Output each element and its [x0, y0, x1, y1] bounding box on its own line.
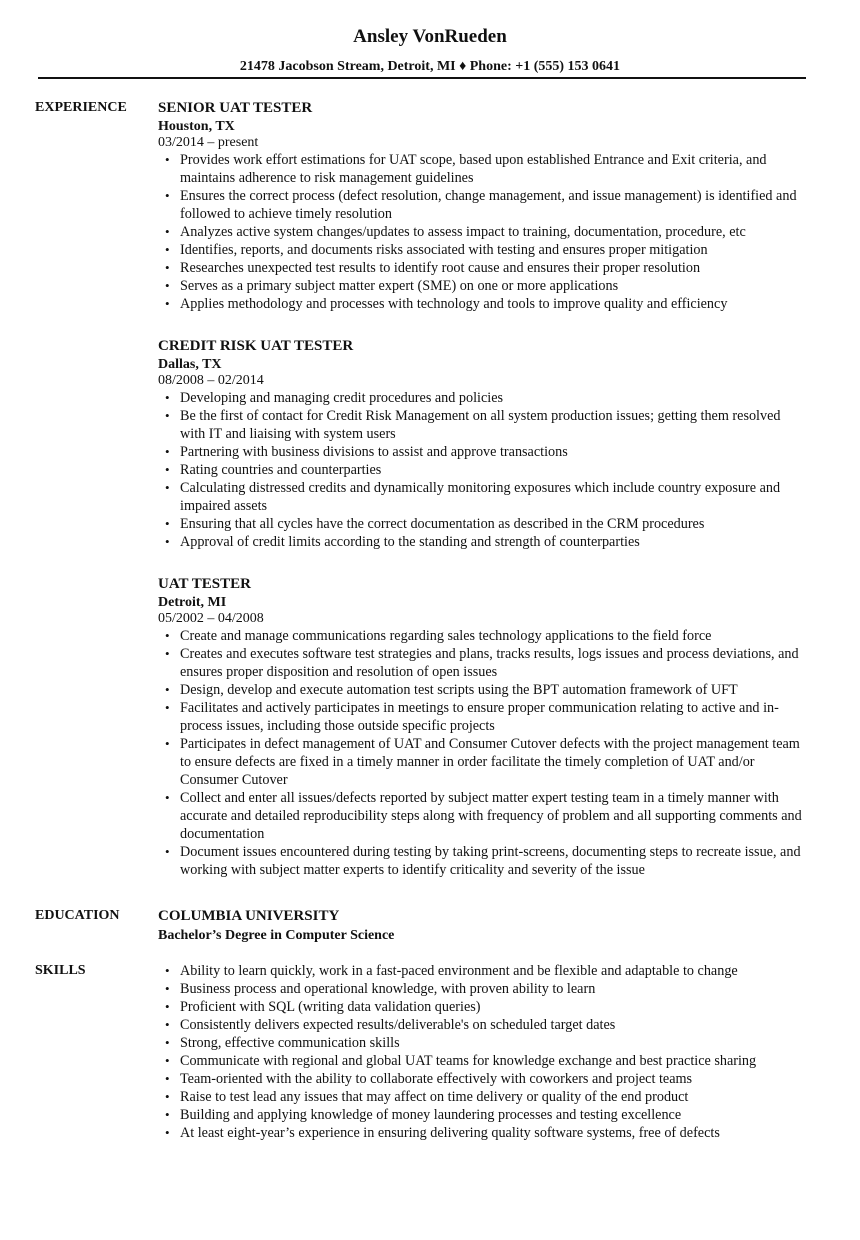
list-item: • Calculating distressed credits and dynamically monitoring exposures which include country exposure and impaired assets: [158, 479, 808, 515]
list-item: • Researches unexpected test results to identify root cause and ensures their proper resolution: [158, 259, 808, 277]
list-item: • Be the first of contact for Credit Risk Management on all system production issues; getting them resolved with IT and liaising with system users: [158, 407, 808, 443]
list-item: • Strong, effective communication skills: [158, 1034, 808, 1052]
skills-block: [158, 962, 808, 1142]
list-item: • Proficient with SQL (writing data validation queries): [158, 998, 808, 1016]
job-duties-list: [158, 627, 808, 879]
list-item: • Team-oriented with the ability to collaborate effectively with coworkers and project teams: [158, 1070, 808, 1088]
list-item: • Creates and executes software test strategies and plans, tracks results, logs issues and process deviations, and ensures proper disposition and resolution of open issues: [158, 645, 808, 681]
list-item: • Partnering with business divisions to assist and approve transactions: [158, 443, 808, 461]
job-dates: 05/2002 – 04/2008: [158, 611, 264, 626]
list-item: • Consistently delivers expected results/deliverable's on scheduled target dates: [158, 1016, 808, 1034]
list-item: • Identifies, reports, and documents risks associated with testing and ensures proper mitigation: [158, 241, 808, 259]
degree-name: Bachelor’s Degree in Computer Science: [158, 928, 395, 943]
list-item: • Provides work effort estimations for UAT scope, based upon established Entrance and Exit criteria, and maintains adherence to risk management guidelines: [158, 151, 808, 187]
education-section-label: EDUCATION: [35, 908, 120, 923]
list-item: • Design, develop and execute automation test scripts using the BPT automation framework of UFT: [158, 681, 808, 699]
list-item: • Approval of credit limits according to the standing and strength of counterparties: [158, 533, 808, 551]
list-item: • Business process and operational knowledge, with proven ability to learn: [158, 980, 808, 998]
list-item: • At least eight-year’s experience in ensuring delivering quality software systems, free of defects: [158, 1124, 808, 1142]
list-item: • Facilitates and actively participates in meetings to ensure proper communication relating to active and in-process issues, including those outside specific projects: [158, 699, 808, 735]
job-duties-list: [158, 389, 808, 551]
list-item: • Applies methodology and processes with technology and tools to improve quality and efficiency: [158, 295, 808, 313]
list-item: • Ability to learn quickly, work in a fast-paced environment and be flexible and adaptable to change: [158, 962, 808, 980]
list-item: • Ensuring that all cycles have the correct documentation as described in the CRM procedures: [158, 515, 808, 533]
list-item: • Developing and managing credit procedures and policies: [158, 389, 808, 407]
job-location: Dallas, TX: [158, 357, 222, 372]
job-title: SENIOR UAT TESTER: [158, 100, 313, 116]
job-entry-3: [158, 575, 808, 879]
list-item: • Create and manage communications regarding sales technology applications to the field force: [158, 627, 808, 645]
job-duties-list: [158, 151, 808, 313]
skills-list: [158, 962, 808, 1142]
list-item: • Collect and enter all issues/defects reported by subject matter expert testing team in a timely manner with accurate and detailed reproducibility steps along with frequency of problem and all supporting comments and documentation: [158, 789, 808, 843]
job-entry-2: [158, 337, 808, 551]
job-location: Houston, TX: [158, 119, 235, 134]
education-entry: [158, 907, 808, 945]
list-item: • Document issues encountered during testing by taking print-screens, documenting steps to recreate issue, and working with subject matter experts to identify criticality and severity of the issue: [158, 843, 808, 879]
job-location: Detroit, MI: [158, 595, 227, 610]
list-item: • Building and applying knowledge of money laundering processes and testing excellence: [158, 1106, 808, 1124]
school-name: COLUMBIA UNIVERSITY: [158, 908, 340, 924]
candidate-name: Ansley VonRueden: [353, 26, 507, 47]
job-title: UAT TESTER: [158, 576, 251, 592]
list-item: • Ensures the correct process (defect resolution, change management, and issue management) is identified and followed to achieve timely resolution: [158, 187, 808, 223]
skills-section-label: SKILLS: [35, 963, 86, 978]
list-item: • Participates in defect management of UAT and Consumer Cutover defects with the project management team to ensure defects are fixed in a timely manner in order facilitate the timely completion of UAT and/or Consumer Cutover: [158, 735, 808, 789]
job-title: CREDIT RISK UAT TESTER: [158, 338, 354, 354]
experience-section-label: EXPERIENCE: [35, 100, 127, 115]
job-entry-1: [158, 99, 808, 313]
header-divider: [38, 77, 806, 79]
list-item: • Communicate with regional and global UAT teams for knowledge exchange and best practice sharing: [158, 1052, 808, 1070]
list-item: • Analyzes active system changes/updates to assess impact to training, documentation, procedure, etc: [158, 223, 808, 241]
list-item: • Serves as a primary subject matter expert (SME) on one or more applications: [158, 277, 808, 295]
list-item: • Rating countries and counterparties: [158, 461, 808, 479]
contact-line: 21478 Jacobson Stream, Detroit, MI ♦ Phone: +1 (555) 153 0641: [239, 59, 621, 74]
job-dates: 03/2014 – present: [158, 135, 259, 150]
list-item: • Raise to test lead any issues that may affect on time delivery or quality of the end product: [158, 1088, 808, 1106]
job-dates: 08/2008 – 02/2014: [158, 373, 264, 388]
